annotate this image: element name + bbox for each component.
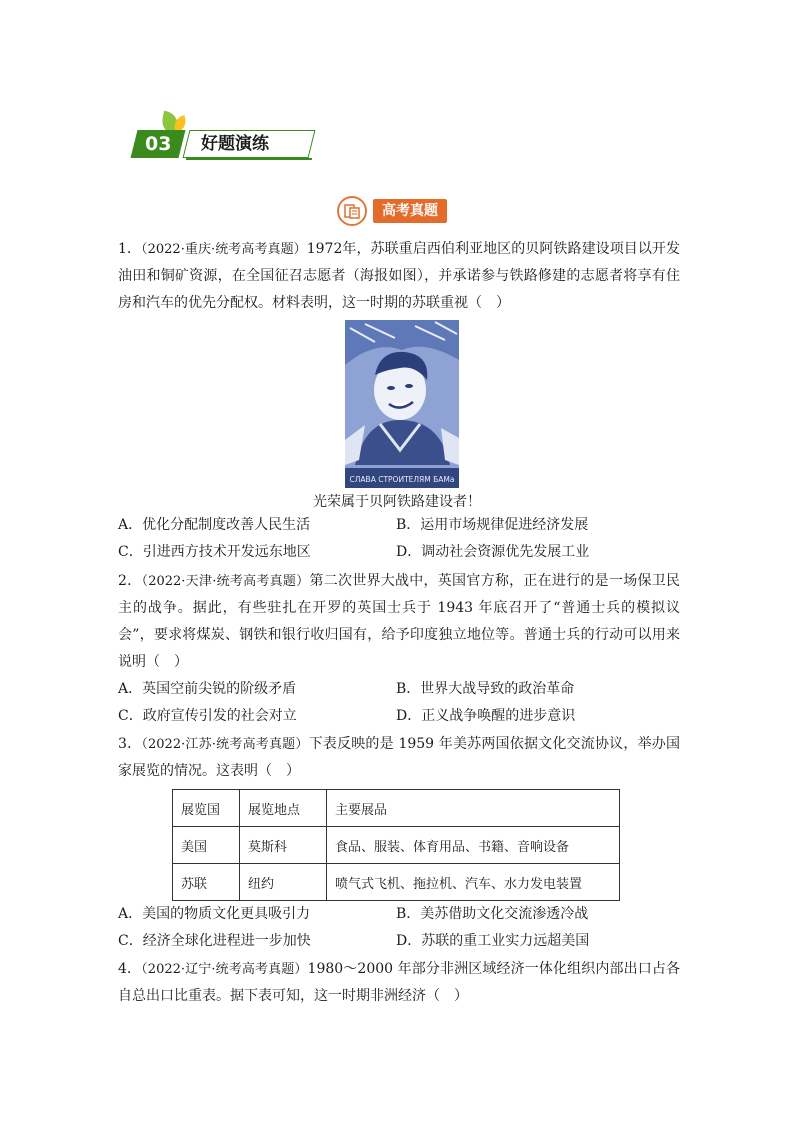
q2-option-c[interactable]: C．政府宣传引发的社会对立	[118, 708, 297, 724]
q1-option-c[interactable]: C．引进西方技术开发远东地区	[118, 544, 311, 560]
question-text: 1980～2000 年部分非洲区域经济一体化组织内部出口占各自总出口比重表。据下表可知，这一时期非洲经济（ ）	[118, 961, 680, 1004]
question-source: （2022·辽宁·统考高考真题）	[141, 962, 308, 977]
table-header-cell: 展览国	[173, 790, 240, 827]
question-text: 1972年，苏联重启西伯利亚地区的贝阿铁路建设项目以开发油田和铜矿资源，在全国征召志愿者（海报如图），并承诺参与铁路修建的志愿者将享有住房和汽车的优先分配权。材料表明，这一时期的苏联重视（ ）	[118, 241, 680, 311]
table-cell: 纽约	[240, 864, 327, 901]
question-source: （2022·重庆·统考高考真题）	[141, 242, 307, 257]
q3-option-b[interactable]: B．美苏借助文化交流渗透冷战	[396, 906, 589, 922]
table-row	[173, 864, 620, 901]
question-source: （2022·天津·统考高考真题）	[141, 574, 310, 589]
section-underline	[186, 158, 312, 160]
table-cell: 喷气式飞机、拖拉机、汽车、水力发电装置	[327, 864, 620, 901]
table-header-cell: 主要展品	[327, 790, 620, 827]
question-number: 2．	[118, 573, 142, 589]
question-2	[118, 568, 680, 676]
question-3	[118, 731, 680, 785]
poster-slogan: СЛАВА СТРОИТЕЛЯМ БАМа	[349, 475, 455, 484]
q2-option-b[interactable]: B．世界大战导致的政治革命	[396, 681, 575, 697]
table-cell: 苏联	[173, 864, 240, 901]
exhibition-table	[172, 789, 620, 901]
question-text: 下表反映的是 1959 年美苏两国依据文化交流协议，举办国家展览的情况。这表明（ ）	[118, 736, 680, 779]
q2-option-d[interactable]: D．正义战争唤醒的进步意识	[396, 708, 576, 724]
question-text: 第二次世界大战中，英国官方称，正在进行的是一场保卫民主的战争。据此，有些驻扎在开罗的英国士兵于 1943 年底召开了“普通士兵的模拟议会”，要求将煤炭、钢铁和银行收归国有，给予印度独立地位等。普通士兵的行动可以用来说明（ ）	[118, 573, 680, 670]
document-icon	[337, 196, 367, 226]
q1-option-d[interactable]: D．调动社会资源优先发展工业	[396, 544, 590, 560]
q3-option-c[interactable]: C．经济全球化进程进一步加快	[118, 933, 311, 949]
volunteer-poster-image	[345, 320, 459, 488]
table-header-row	[173, 790, 620, 827]
q1-option-b[interactable]: B．运用市场规律促进经济发展	[396, 517, 589, 533]
table-header-cell: 展览地点	[240, 790, 327, 827]
table-row	[173, 827, 620, 864]
question-1	[118, 236, 680, 317]
question-4	[118, 956, 680, 1010]
section-number: 03	[131, 130, 186, 158]
question-number: 4．	[118, 961, 142, 977]
q3-option-d[interactable]: D．苏联的重工业实力远超美国	[396, 933, 590, 949]
question-number: 3．	[118, 736, 142, 752]
table-cell: 莫斯科	[240, 827, 327, 864]
section-title: 好题演练	[183, 130, 316, 158]
table-cell: 食品、服装、体育用品、书籍、音响设备	[327, 827, 620, 864]
q3-option-a[interactable]: A．美国的物质文化更具吸引力	[118, 906, 311, 922]
table-cell: 美国	[173, 827, 240, 864]
q1-option-a[interactable]: A．优化分配制度改善人民生活	[118, 517, 311, 533]
badge-label: 高考真题	[373, 199, 447, 223]
poster-caption: 光荣属于贝阿铁路建设者！	[313, 494, 481, 510]
question-number: 1．	[118, 241, 142, 257]
q2-option-a[interactable]: A．英国空前尖锐的阶级矛盾	[118, 681, 297, 697]
section-banner	[134, 112, 314, 160]
question-source: （2022·江苏·统考高考真题）	[141, 737, 309, 752]
